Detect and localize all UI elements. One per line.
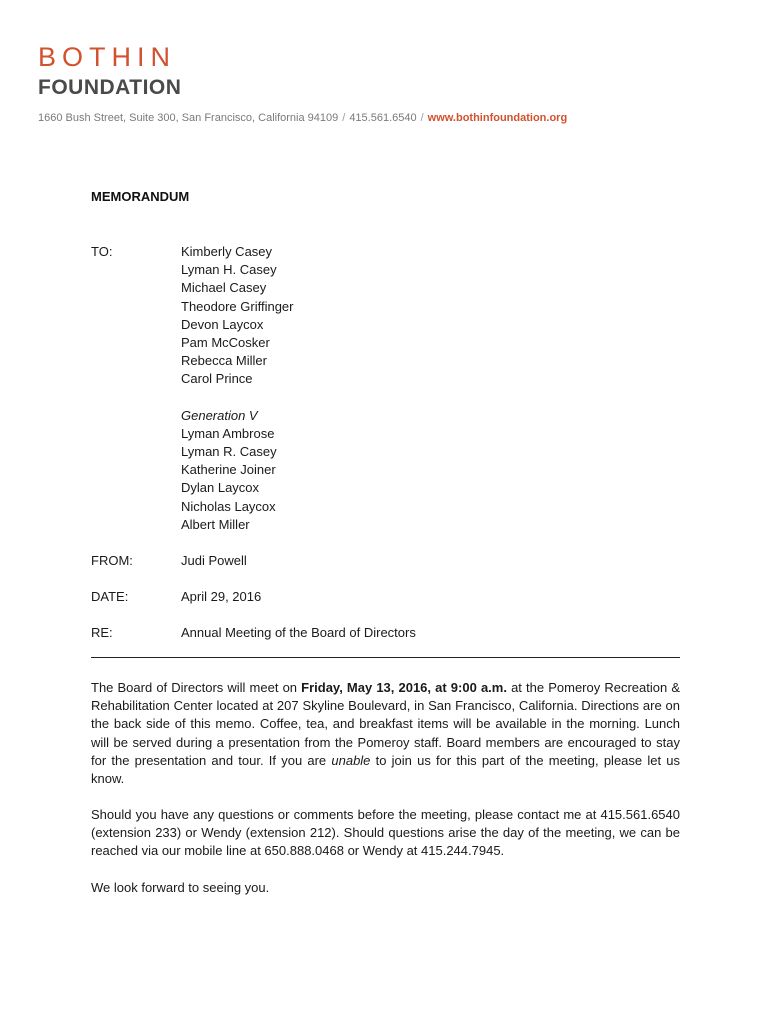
to-recipients xyxy=(181,243,294,534)
logo-wordmark-foundation: FOUNDATION xyxy=(38,76,182,99)
date-label: DATE: xyxy=(91,589,129,604)
re-label: RE: xyxy=(91,625,113,640)
date-value: April 29, 2016 xyxy=(181,589,262,604)
letterhead-separator: / xyxy=(342,112,346,124)
from-value: Judi Powell xyxy=(181,553,247,568)
logo-wordmark-bothin: BOTHIN xyxy=(38,42,177,72)
letterhead-address: 1660 Bush Street, Suite 300, San Francisco, California 94109 xyxy=(38,112,339,124)
recipient-name: Kimberly Casey xyxy=(181,244,273,259)
letterhead-phone: 415.561.6540 xyxy=(349,112,417,124)
board-members-list xyxy=(181,243,294,389)
recipient-name: Michael Casey xyxy=(181,280,267,296)
recipient-name: Katherine Joiner xyxy=(181,462,276,478)
recipient-name: Lyman H. Casey xyxy=(181,262,277,278)
from-label: FROM: xyxy=(91,553,133,568)
recipient-name: Nicholas Laycox xyxy=(181,498,276,514)
recipient-name: Lyman R. Casey xyxy=(181,444,277,460)
text-run: at the Pomeroy Recreation & Rehabilitation Center located at 207 Skyline Boulevard, in San Francisco, California. Directions are on the back side of this memo. Coffee, tea, and breakfast items will be available in the morning. Lunch will be served during a presentation from the Pomeroy staff. Board members are encouraged to stay for the presentation and tour. If you are xyxy=(91,680,680,768)
recipient-name: Theodore Griffinger xyxy=(181,298,294,314)
meeting-datetime: Friday, May 13, 2016, at 9:00 a.m. xyxy=(301,680,507,695)
to-label: TO: xyxy=(91,244,113,259)
letterhead-separator: / xyxy=(420,112,424,124)
body-paragraph-closing: We look forward to seeing you. xyxy=(91,880,270,895)
recipient-name: Dylan Laycox xyxy=(181,480,260,496)
memo-title: MEMORANDUM xyxy=(91,189,190,204)
body-paragraph-meeting xyxy=(91,679,680,788)
generation-members-list xyxy=(181,425,294,534)
text-run: The Board of Directors will meet on xyxy=(91,680,302,695)
recipient-name: Pam McCosker xyxy=(181,334,270,350)
header-divider xyxy=(91,657,680,658)
recipient-name: Carol Prince xyxy=(181,371,253,387)
recipient-name: Albert Miller xyxy=(181,516,250,532)
emphasis-text: unable xyxy=(331,752,371,768)
re-value: Annual Meeting of the Board of Directors xyxy=(181,625,416,640)
letterhead-address-line xyxy=(38,113,567,124)
body-paragraph-contact: Should you have any questions or comments before the meeting, please contact me at 415.561.6540 (extension 233) or Wendy (extension 212). Should questions arise the day of the meeting, we can be reached via our mobile line at 650.888.0468 or Wendy at 415.244.7945. xyxy=(91,807,680,859)
text-run: to join us for this part of the meeting, please let us know. xyxy=(91,752,680,787)
recipient-name: Rebecca Miller xyxy=(181,353,267,369)
recipient-name: Lyman Ambrose xyxy=(181,425,275,441)
letterhead-website-link[interactable]: www.bothinfoundation.org xyxy=(427,112,568,124)
generation-heading: Generation V xyxy=(181,407,258,423)
recipient-name: Devon Laycox xyxy=(181,316,264,332)
